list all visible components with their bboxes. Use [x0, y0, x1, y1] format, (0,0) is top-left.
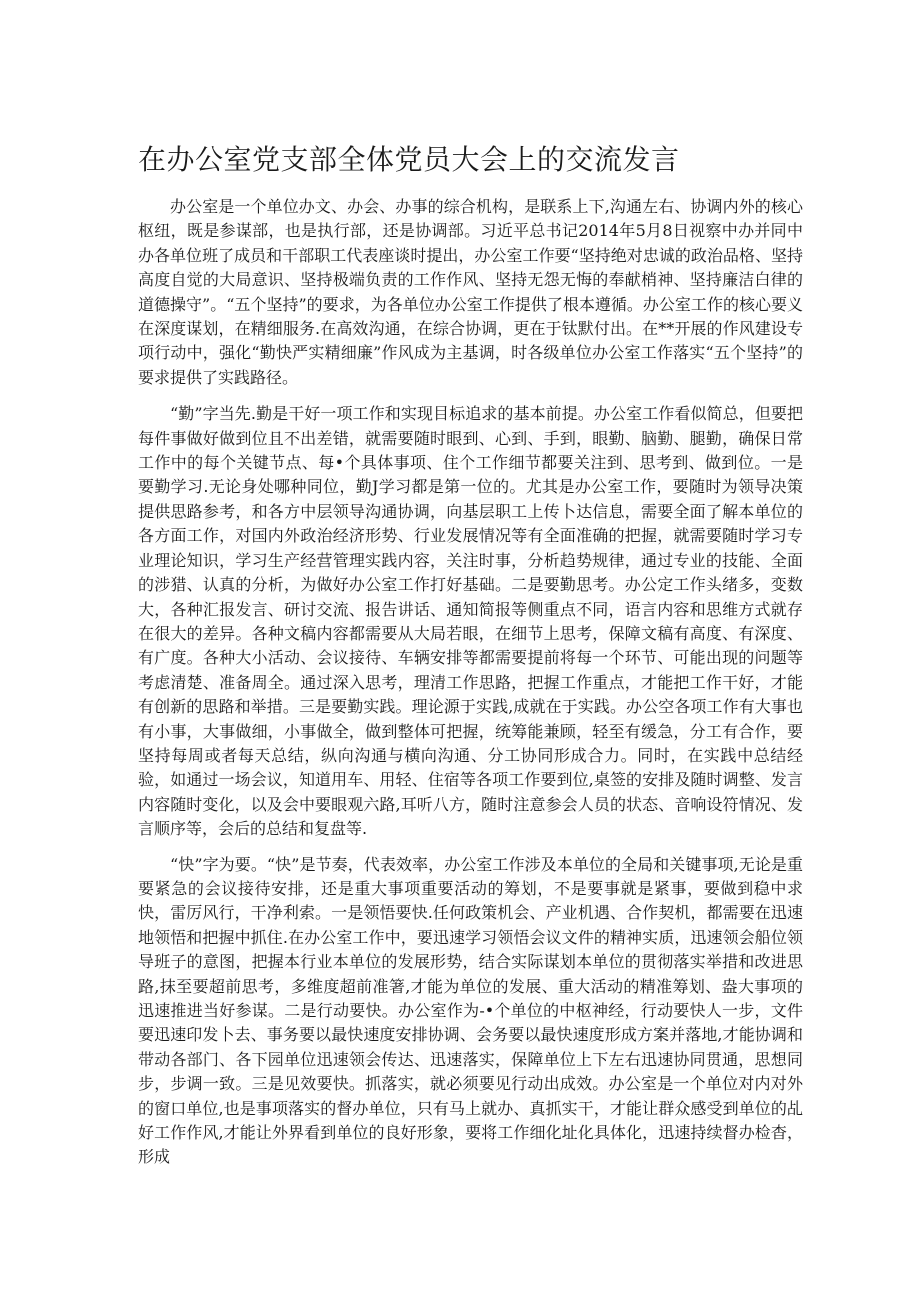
paragraph-intro: 办公室是一个单位办文、办会、办事的综合机构，是联系上下,沟通左右、协调内外的核心枢纽，既是参谋部，也是执行部，还是协调部。习近平总书记2014年5月8日视察中办并同中办各单位班了成员和干部职工代表座谈时提出，办公室工作要“坚持绝对忠诚的政治品格、坚持高度自觉的大局意识、坚持极端负责的工作作风、坚持无怨无悔的奉献梢神、坚持廉洁白律的道德操守”。“五个坚持”的要求，为各单位办公室工作提供了根本遵循。办公室工作的核心要义在深度谋划，在精细服务.在高效沟通，在综合协调，更在于钛默付出。在**开展的作风建设专项行动中，强化“勤快严实精细廉”作风成为主基调，时各级单位办公室工作落实“五个坚持”的要求提供了实践路径。 — [138, 197, 803, 387]
document-title: 在办公室党支部全体党员大会上的交流发言 — [138, 143, 680, 176]
paragraph-diligence: “勤”字当先.勤是干好一项工作和实现目标追求的基本前提。办公室工作看似简总，但要把每件事做好做到位且不出差错，就需要随时眼到、心到、手到，眼勤、脑勤、腿勤，确保日常工作中的每个关键节点、每•个具体事项、住个工作细节都要关注到、思考到、做到位。一是要勤学习.无论身处哪种同位，勤J学习都是第一位的。尤其是办公室工作，要随时为领导决策提供思路参考，和各方中层领导沟通协调，向基层职工上传卜达信息，需要全面了解本单位的各方面工作，对国内外政治经济形势、行业发展情况等有全面准确的把握，就需要随时学习专业理论知识，学习生产经营管理实践内容，关注时事，分析趋势规律，通过专业的技能、全面的涉猎、认真的分析，为做好办公室工作打好基础。二是要勤思考。办公定工作头绪多，变数大，各种汇报发言、研讨交流、报告讲话、通知简报等侧重点不同，语言内容和思维方式就存在很大的差异。各种文稿内容都需要从大局若眼，在细节上思考，保障文稿有高度、有深度、有广度。各种大小活动、会议接待、车辆安排等都需要提前将每一个环节、可能出现的问题等考虑清楚、准备周全。通过深入思考，理清工作思路，把握工作重点，才能把工作干好，才能有创新的思路和举措。三是要勤实践。理论源于实践,成就在于实践。办公空各项工作有大事也有小事，大事做细，小事做全，做到整体可把握，统筹能兼顾，轻至有缓急，分工有合作，要坚持每周或者每天总结，纵向沟通与横向沟通、分工协同形成合力。同时，在实践中总结经验，如通过一场会议，知道用车、用轻、住宿等各项工作要到位,桌签的安排及随时调整、发言内容随时变化，以及会中要眼观六路,耳听八方，随时注意参会人员的状态、音响设符情况、发言顺序等，会后的总结和复盘等. — [138, 404, 803, 839]
paragraph-speed: “快”字为要。“快”是节奏，代表效率，办公室工作涉及本单位的全局和关键事项,无论是重要紧急的会议接待安排，还是重大事项重要活动的筹划，不是要事就是紧事，要做到稳中求快，雷厉风行，干净利索。一是领悟要快.任何政策机会、产业机遇、合作契机，都需要在迅速地领悟和把握中抓住.在办公室工作中，要迅速学习领悟会议文件的精神实质，迅速领会船位领导班子的意图，把握本行业本单位的发展形势，结合实际谋划本单位的贯彻落实举措和改进思路,抹至要超前思考，多维度超前准箸,才能为单位的发展、重大活动的精准筹划、盎大事项的迅速推进当好参谋。二是行动要快。办公室作为-•个单位的中枢神经，行动要快人一步，文件要迅速印发卜去、事务要以最快速度安排协调、会务要以最快速度形成方案并落地,才能协调和带动各部门、各下园单位迅速领会传达、迅速落实，保障单位上下左右迅速协同贯通，思想同步，步调一致。三是见效要快。抓落实，就必须要见行动出成效。办公室是一个单位对内对外的窗口单位,也是事项落实的督办单位，只有马上就办、真抓实干，才能让群众感受到单位的乩好工作作风,才能让外界看到单位的良好形象，要将工作细化址化具体化，迅速持续督办检杳，形成 — [138, 854, 803, 1167]
document-body — [138, 195, 803, 1181]
